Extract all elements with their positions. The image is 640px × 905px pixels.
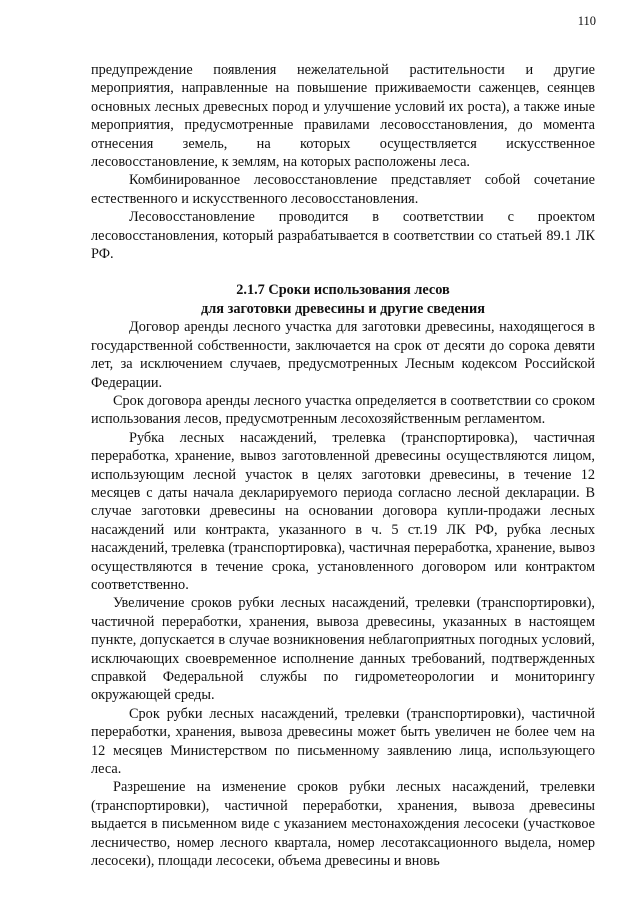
- section-heading: [91, 281, 595, 318]
- paragraph-logging-terms: Рубка лесных насаждений, трелевка (транспортировка), частичная переработка, хранение, вывоз заготовленной древесины осуществляются лицом, использующим лесной участок в целях заготовки древесины, в течение 12 месяцев с даты начала декларируемого периода согласно лесной декларации. В случае заготовки древесины на основании договора купли-продажи лесных насаждений или контракта, указанного в ч. 5 ст.19 ЛК РФ, рубка лесных насаждений, трелевка (транспортировка), частичная переработка, хранение, вывоз осуществляются в течение срока, установленного договором или контрактом соответственно.: [91, 429, 595, 593]
- paragraph-term-extension: Увеличение сроков рубки лесных насаждений, трелевки (транспортировки), частичной переработки, хранения, вывоза древесины, указанных в настоящем пункте, допускается в случае возникновения неблагоприятных погодных условий, исключающих своевременное исполнение данных требований, подтвержденных справкой Федеральной службы по гидрометеорологии и мониторингу окружающей среды.: [91, 595, 595, 704]
- paragraph-lease-term: Срок договора аренды лесного участка определяется в соответствии со сроком использования лесов, предусмотренным лесохозяйственным регламентом.: [91, 392, 595, 428]
- paragraph-permission: Разрешение на изменение сроков рубки лесных насаждений, трелевки (транспортировки), частичной переработки, хранения, вывоза древесины выдается в письменном виде с указанием местонахождения лесосеки (участковое лесничество, номер лесного квартала, номер лесотаксационного выдела, номер лесосеки), площади лесосеки, объема древесины и вновь: [91, 779, 595, 870]
- document-body: [91, 61, 595, 870]
- paragraph-combined-reforestation: Комбинированное лесовосстановление представляет собой сочетание естественного и искусственного лесовосстановления.: [91, 172, 595, 207]
- page-number: 110: [577, 14, 596, 28]
- paragraph-lease-agreement: Договор аренды лесного участка для заготовки древесины, находящегося в государственной собственности, заключается на срок от десяти до сорока девяти лет, за исключением случаев, предусмотренных Лесным кодексом Российской Федерации.: [91, 319, 595, 391]
- paragraph-extension-limit: Срок рубки лесных насаждений, трелевки (транспортировки), частичной переработки, хранения, вывоза древесины может быть увеличен не более чем на 12 месяцев Министерством по письменному заявлению лица, использующего леса.: [91, 705, 595, 778]
- paragraph-continuation: предупреждение появления нежелательной растительности и другие мероприятия, направленные на повышение приживаемости саженцев, сеянцев основных лесных древесных пород и улучшение условий их роста), а также иные мероприятия, предусмотренные правилами лесовосстановления, до момента отнесения земель, на которых осуществляется искусственное лесовосстановление, к землям, на которых расположены леса.: [91, 62, 595, 171]
- paragraph-reforestation-project: Лесовосстановление проводится в соответствии с проектом лесовосстановления, который разрабатывается в соответствии со статьей 89.1 ЛК РФ.: [91, 209, 595, 263]
- section-heading-line1: 2.1.7 Сроки использования лесов: [236, 282, 450, 299]
- section-heading-line2: для заготовки древесины и другие сведения: [201, 300, 485, 317]
